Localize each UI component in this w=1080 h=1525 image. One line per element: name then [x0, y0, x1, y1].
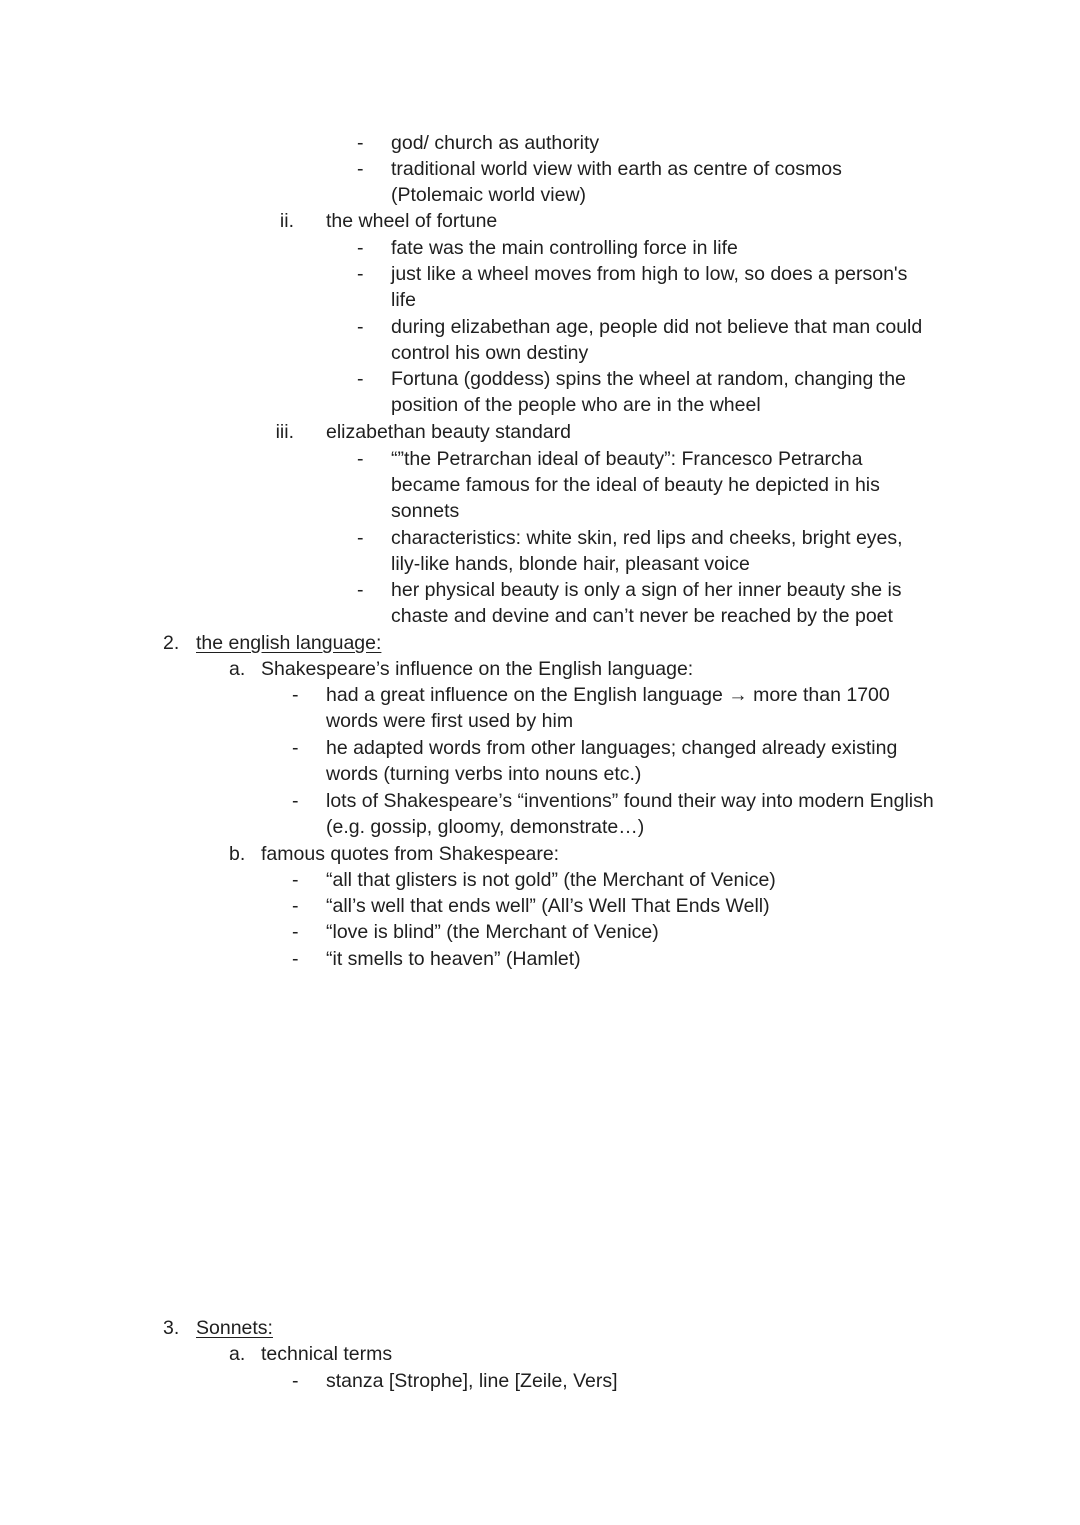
- section-number: 2.: [163, 632, 180, 654]
- bullet-dash: -: [357, 132, 364, 154]
- list-item: fate was the main controlling force in life: [391, 237, 738, 259]
- list-item-continuation: lily-like hands, blonde hair, pleasant voice: [391, 553, 750, 575]
- section-number: 3.: [163, 1317, 180, 1339]
- list-item-continuation: chaste and devine and can’t never be reached by the poet: [391, 605, 893, 627]
- bullet-dash: -: [292, 684, 299, 706]
- letter-marker: a.: [229, 658, 246, 680]
- list-item: “all that glisters is not gold” (the Merchant of Venice): [326, 869, 776, 891]
- subsection-title: Shakespeare’s influence on the English language:: [261, 658, 694, 680]
- list-item: characteristics: white skin, red lips and cheeks, bright eyes,: [391, 527, 903, 549]
- list-item: traditional world view with earth as centre of cosmos: [391, 158, 842, 180]
- bullet-dash: -: [357, 237, 364, 259]
- list-item-continuation: (e.g. gossip, gloomy, demonstrate…): [326, 816, 645, 838]
- list-item-continuation: (Ptolemaic world view): [391, 184, 587, 206]
- subsection-title: elizabethan beauty standard: [326, 421, 572, 443]
- bullet-dash: -: [357, 368, 364, 390]
- bullet-dash: -: [357, 263, 364, 285]
- list-item-continuation: life: [391, 289, 416, 311]
- list-item: “it smells to heaven” (Hamlet): [326, 948, 581, 970]
- list-item-continuation: became famous for the ideal of beauty he depicted in his: [391, 474, 880, 496]
- list-item: Fortuna (goddess) spins the wheel at random, changing the: [391, 368, 906, 390]
- list-item: her physical beauty is only a sign of her inner beauty she is: [391, 579, 902, 601]
- list-item: “all’s well that ends well” (All’s Well That Ends Well): [326, 895, 770, 917]
- roman-marker: iii.: [275, 421, 294, 443]
- bullet-dash: -: [292, 790, 299, 812]
- letter-marker: a.: [229, 1343, 246, 1365]
- bullet-dash: -: [292, 869, 299, 891]
- bullet-dash: -: [357, 448, 364, 470]
- list-item: just like a wheel moves from high to low, so does a person's: [391, 263, 908, 285]
- list-item: lots of Shakespeare’s “inventions” found their way into modern English: [326, 790, 934, 812]
- list-item-continuation: control his own destiny: [391, 342, 589, 364]
- bullet-dash: -: [292, 921, 299, 943]
- bullet-dash: -: [357, 527, 364, 549]
- section-heading: the english language:: [196, 632, 382, 654]
- bullet-dash: -: [292, 948, 299, 970]
- list-item-continuation: words were first used by him: [326, 710, 574, 732]
- list-item: during elizabethan age, people did not believe that man could: [391, 316, 923, 338]
- bullet-dash: -: [292, 1370, 299, 1392]
- roman-marker: ii.: [279, 210, 294, 232]
- list-item: “love is blind” (the Merchant of Venice): [326, 921, 659, 943]
- list-item: stanza [Strophe], line [Zeile, Vers]: [326, 1370, 618, 1392]
- list-item: had a great influence on the English language → more than 1700: [326, 684, 890, 706]
- letter-marker: b.: [229, 843, 246, 865]
- bullet-dash: -: [357, 579, 364, 601]
- list-item-continuation: position of the people who are in the wheel: [391, 394, 761, 416]
- section-heading: Sonnets:: [196, 1317, 273, 1339]
- subsection-title: technical terms: [261, 1343, 393, 1365]
- subsection-title: famous quotes from Shakespeare:: [261, 843, 560, 865]
- list-item: “”the Petrarchan ideal of beauty”: Francesco Petrarcha: [391, 448, 863, 470]
- bullet-dash: -: [292, 895, 299, 917]
- list-item-continuation: sonnets: [391, 500, 460, 522]
- list-item-continuation: words (turning verbs into nouns etc.): [326, 763, 642, 785]
- list-item: god/ church as authority: [391, 132, 600, 154]
- bullet-dash: -: [357, 158, 364, 180]
- list-item: he adapted words from other languages; changed already existing: [326, 737, 898, 759]
- bullet-dash: -: [292, 737, 299, 759]
- subsection-title: the wheel of fortune: [326, 210, 498, 232]
- bullet-dash: -: [357, 316, 364, 338]
